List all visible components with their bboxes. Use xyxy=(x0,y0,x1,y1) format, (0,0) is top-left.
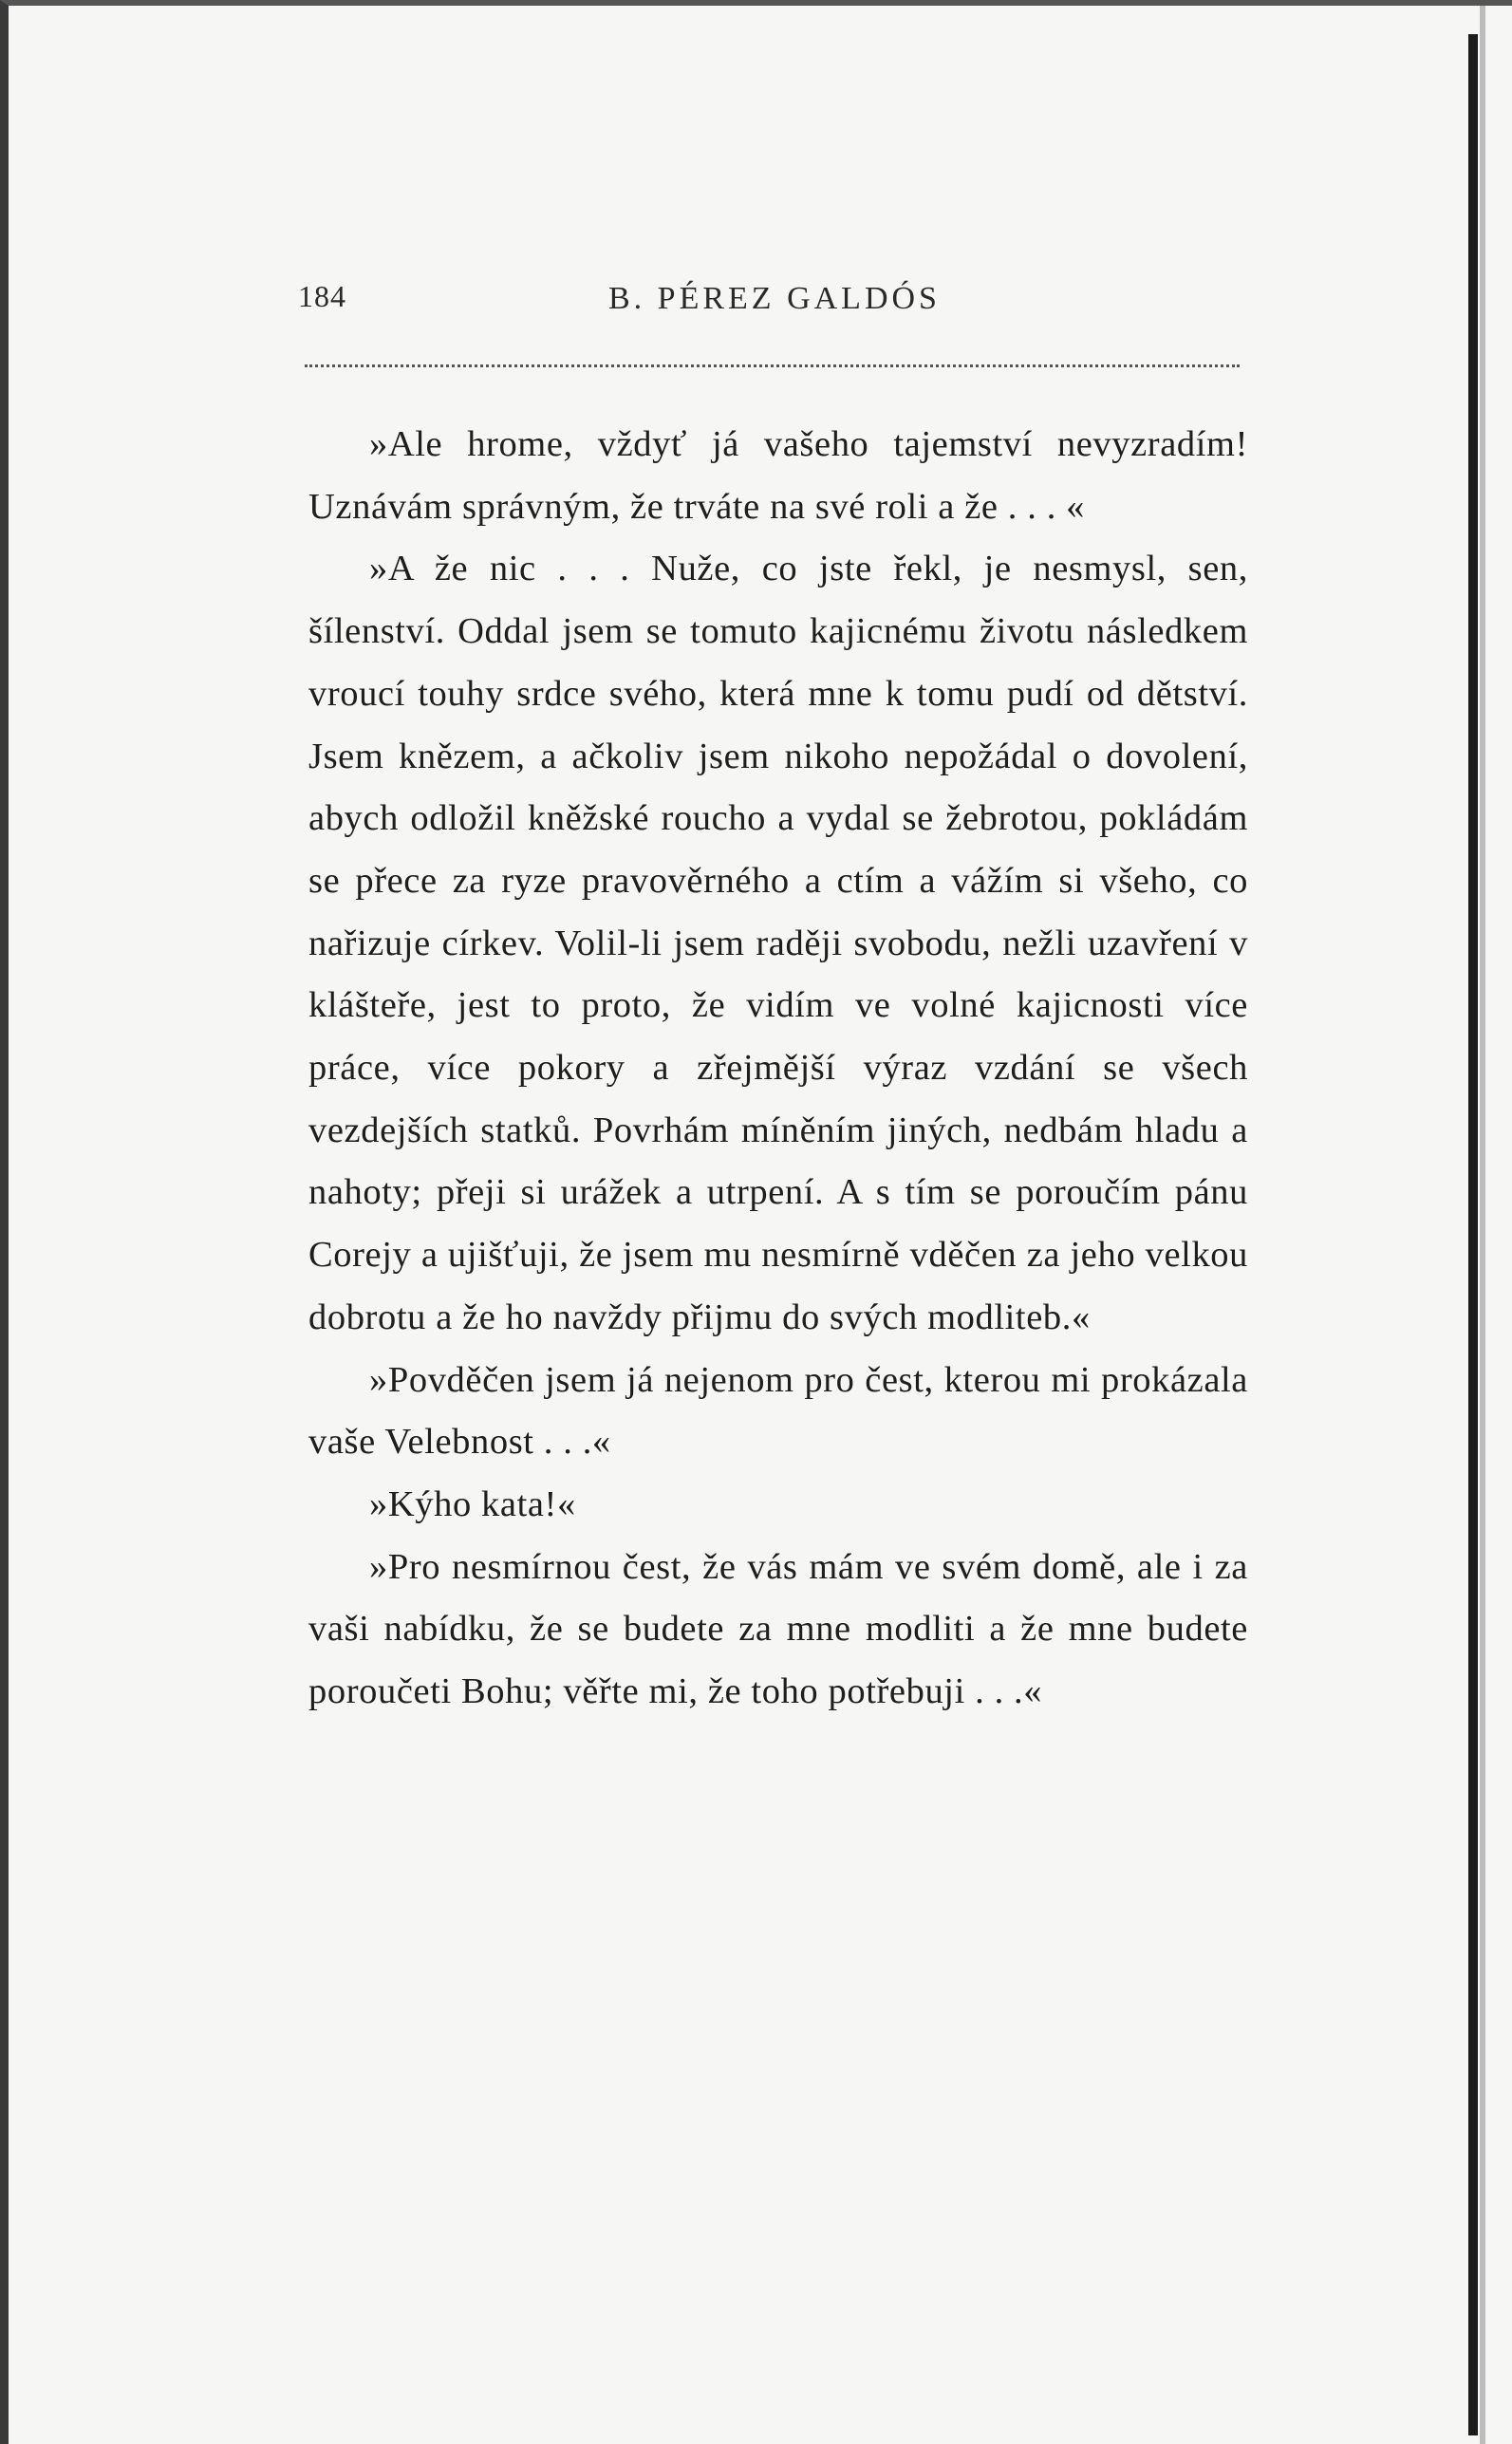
book-spine xyxy=(1468,34,1478,2435)
page-number: 184 xyxy=(298,279,346,313)
text-body xyxy=(308,414,1248,1724)
paragraph-3: »Povděčen jsem já nejenom pro čest, kterou mi prokázala vaše Velebnost . . .« xyxy=(308,1359,1248,1463)
page-edge xyxy=(1457,6,1512,2444)
spine-shadow xyxy=(1480,6,1485,2444)
running-head: B. PÉREZ GALDÓS xyxy=(608,281,941,316)
page-header xyxy=(298,279,1247,336)
paragraph-1: »Ale hrome, vždyť já vašeho tajemství nevyzradím! Uznávám správným, že trváte na své roli a že . . . « xyxy=(308,424,1248,527)
paragraph-2: »A že nic . . . Nuže, co jste řekl, je nesmysl, sen, šílenství. Oddal jsem se tomuto kajicnému životu následkem vroucí touhy srdce svého, která mne k tomu pudí od dětství. Jsem knězem, a ačkoliv jsem nikoho nepožádal o dovolení, abych odložil kněžské roucho a vydal se žebrotou, pokládám se přece za ryze pravověrného a ctím a vážím si všeho, co nařizuje církev. Volil-li jsem raději svobodu, nežli uzavření v klášteře, jest to proto, že vidím ve volné kajicnosti více práce, více pokory a zřejmější výraz vzdání se všech vezdejších statků. Povrhám míněním jiných, nedbám hladu a nahoty; přeji si urážek a utrpení. A s tím se poroučím pánu Corejy a ujišťuji, že jsem mu nesmírně vděčen za jeho velkou dobrotu a že ho navždy přijmu do svých modliteb.« xyxy=(308,549,1248,1337)
paragraph-5: »Pro nesmírnou čest, že vás mám ve svém domě, ale i za vaši nabídku, že se budete za mne modliti a že mne budete poroučeti Bohu; věřte mi, že toho potřebuji . . .« xyxy=(308,1546,1248,1712)
header-rule xyxy=(305,364,1240,367)
paragraph-4: »Kýho kata!« xyxy=(369,1483,576,1524)
